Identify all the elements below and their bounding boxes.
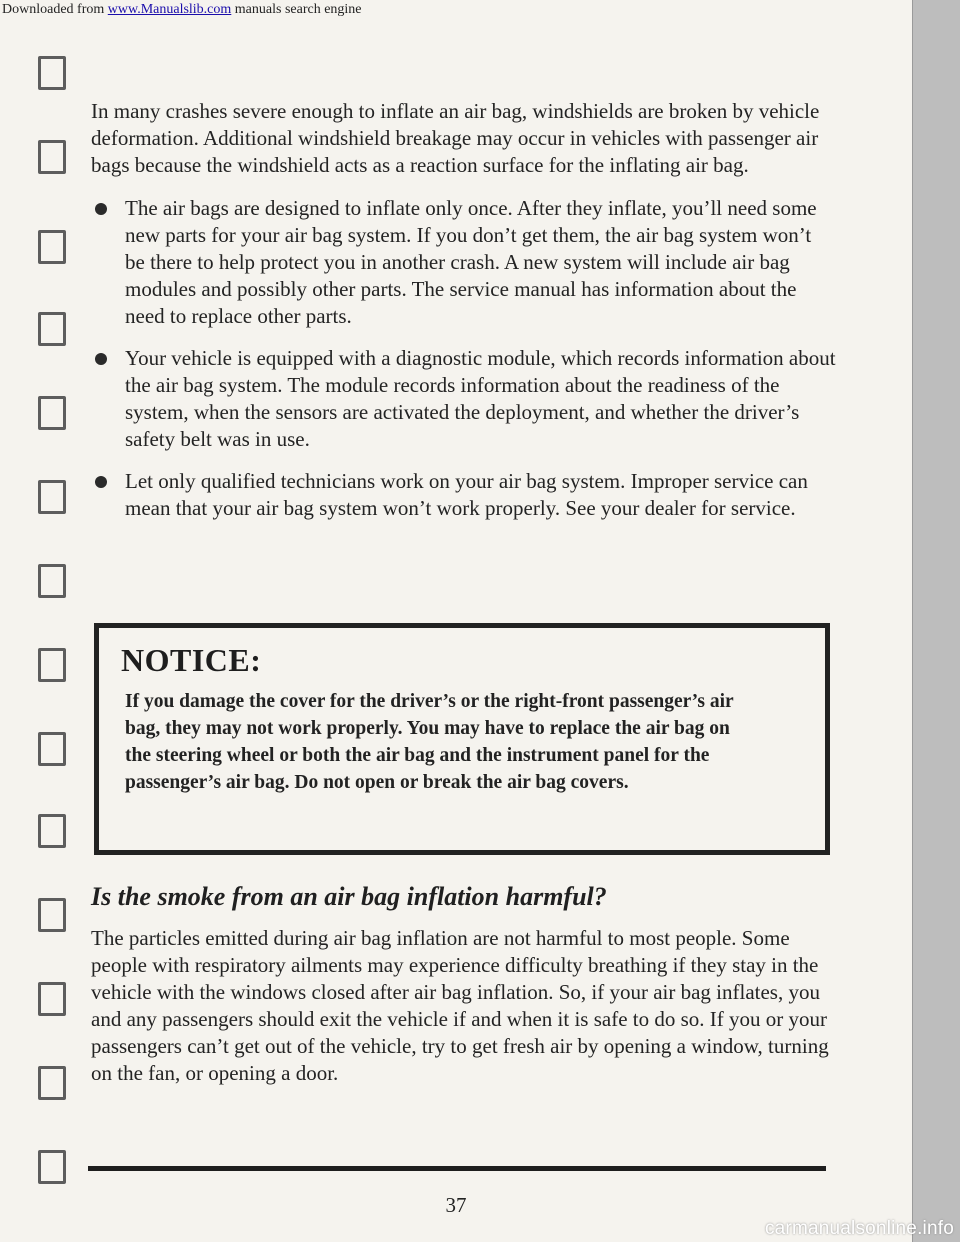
- banner-suffix: manuals search engine: [231, 2, 362, 17]
- body-text: [91, 98, 836, 537]
- bullet-text: The air bags are designed to inflate only once. After they inflate, you’ll need some new parts for your air bag system. If you don’t get them, the air bag system won’t be there to help protect you in another crash. A new system will include air bag modules and possibly other parts. The service manual has information about the need to replace other parts.: [125, 196, 817, 328]
- margin-tab-icon: [38, 396, 66, 430]
- page-number: 37: [445, 1193, 467, 1217]
- bullet-item: [91, 195, 836, 330]
- bullet-item: [91, 345, 836, 453]
- footer-rule: [88, 1166, 826, 1171]
- margin-tab-icon: [38, 732, 66, 766]
- banner-prefix: Downloaded from: [2, 2, 108, 17]
- bullet-text: Let only qualified technicians work on your air bag system. Improper service can mean that your air bag system won’t work properly. See your dealer for service.: [125, 469, 808, 520]
- margin-tab-icon: [38, 480, 66, 514]
- margin-tab-icon: [38, 140, 66, 174]
- margin-tab-icon: [38, 1150, 66, 1184]
- margin-tab-icon: [38, 814, 66, 848]
- margin-tab-icon: [38, 564, 66, 598]
- bullet-icon: [95, 476, 107, 488]
- margin-tab-icon: [38, 898, 66, 932]
- notice-box: [94, 623, 830, 855]
- bullet-text: Your vehicle is equipped with a diagnostic module, which records information about the air bag system. The module records information about the readiness of the system, when the sensors are activated the deployment, and whether the driver’s safety belt was in use.: [125, 346, 836, 451]
- notice-title: NOTICE:: [121, 642, 262, 678]
- notice-body: If you damage the cover for the driver’s or the right-front passenger’s air bag, they may not work properly. You may have to replace the air bag on the steering wheel or both the air bag and the instrument panel for the passenger’s air bag. Do not open or break the air bag covers.: [125, 691, 734, 793]
- margin-tab-icon: [38, 230, 66, 264]
- bullet-icon: [95, 353, 107, 365]
- bullet-icon: [95, 203, 107, 215]
- bullet-list: [91, 195, 836, 522]
- margin-tab-icon: [38, 1066, 66, 1100]
- answer-paragraph: The particles emitted during air bag inflation are not harmful to most people. Some people with respiratory ailments may experience difficulty breathing if they stay in the vehicle with the windows closed after air bag inflation. So, if your air bag inflates, you and any passengers should exit the vehicle if and when it is safe to do so. If you or your passengers can’t get out of the vehicle, try to get fresh air by opening a window, turning on the fan, or opening a door.: [91, 926, 829, 1085]
- margin-tab-icon: [38, 982, 66, 1016]
- margin-tab-icon: [38, 648, 66, 682]
- bullet-item: [91, 468, 836, 522]
- source-link[interactable]: www.Manualslib.com: [107, 2, 232, 17]
- margin-tab-icon: [38, 56, 66, 90]
- intro-paragraph: In many crashes severe enough to inflate an air bag, windshields are broken by vehicle deformation. Additional windshield breakage may occur in vehicles with passenger air bags because the windshield acts as a reaction surface for the inflating air bag.: [91, 99, 820, 177]
- section-heading: Is the smoke from an air bag inflation harmful?: [91, 882, 607, 911]
- source-banner: [0, 0, 362, 20]
- margin-tab-icon: [38, 312, 66, 346]
- watermark: carmanualsonline.info: [764, 1218, 954, 1239]
